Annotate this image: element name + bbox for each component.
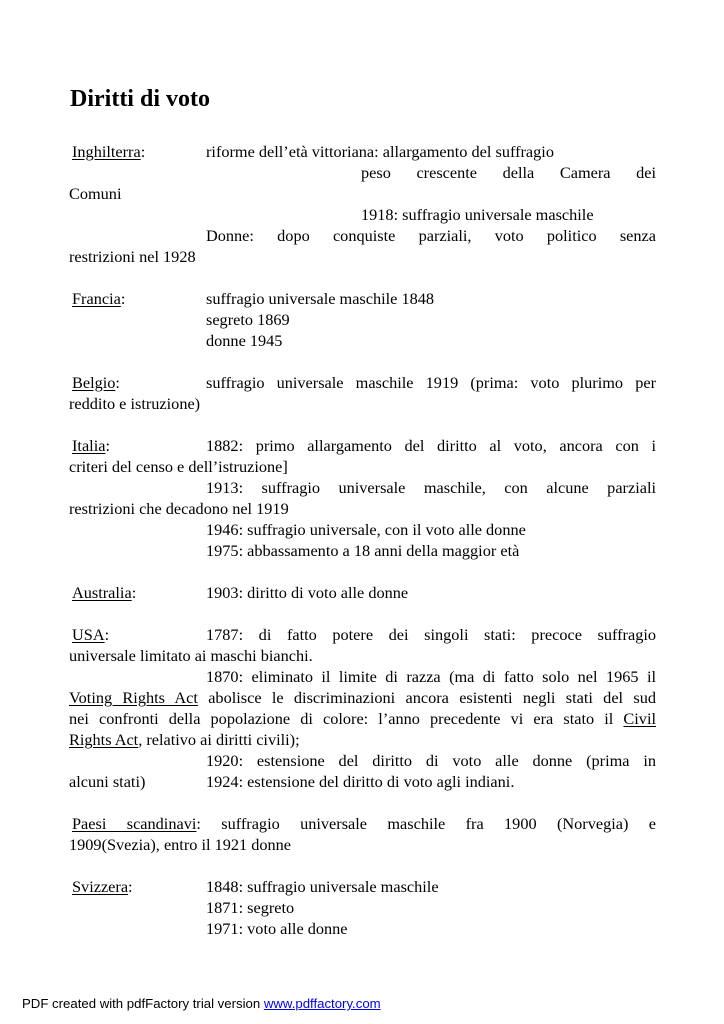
text-line: reddito e istruzione) bbox=[69, 394, 201, 413]
section-label-belgio: Belgio: bbox=[72, 373, 120, 392]
section-label-australia: Australia: bbox=[72, 583, 137, 602]
text-line: segreto 1869 bbox=[206, 310, 290, 329]
text-line: criteri del censo e dell’istruzione] bbox=[69, 457, 288, 476]
text-line: 1787: di fatto potere dei singoli stati: precoce suffragio bbox=[206, 625, 656, 644]
text-line: restrizioni che decadono nel 1919 bbox=[69, 499, 289, 518]
text-line: alcuni stati) bbox=[69, 772, 146, 791]
section-label-italia: Italia: bbox=[72, 436, 110, 455]
text-line: 1882: primo allargamento del diritto al voto, ancora con i bbox=[206, 436, 656, 455]
text-line: universale limitato ai maschi bianchi. bbox=[69, 646, 313, 665]
section-label-inghilterra: Inghilterra: bbox=[72, 142, 146, 161]
section-label-svizzera: Svizzera: bbox=[72, 877, 133, 896]
text-line: 1946: suffragio universale, con il voto alle donne bbox=[206, 520, 526, 539]
text-line: donne 1945 bbox=[206, 331, 283, 350]
text-line: 1920: estensione del diritto di voto alle donne (prima in bbox=[206, 751, 656, 770]
text-line: Comuni bbox=[69, 184, 122, 203]
page-title: Diritti di voto bbox=[70, 86, 210, 112]
text-line: peso crescente della Camera dei bbox=[361, 163, 656, 182]
footer-text: PDF created with pdfFactory trial version bbox=[22, 996, 264, 1011]
section-label-paesi-scandinavi: Paesi scandinavi: suffragio universale maschile fra 1900 (Norvegia) e bbox=[72, 814, 656, 833]
text-line: 1871: segreto bbox=[206, 898, 295, 917]
section-label-francia: Francia: bbox=[72, 289, 126, 308]
civil-rights-act-term-cont: Rights Act bbox=[69, 730, 139, 749]
text-line: 1975: abbassamento a 18 anni della maggior età bbox=[206, 541, 520, 560]
text-line: nei confronti della popolazione di colore: l’anno precedente vi era stato il Civil bbox=[69, 709, 656, 728]
text-line: riforme dell’età vittoriana: allargamento del suffragio bbox=[206, 142, 554, 161]
text-line: 1870: eliminato il limite di razza (ma di fatto solo nel 1965 il bbox=[206, 667, 656, 686]
pdffactory-link[interactable]: www.pdffactory.com bbox=[263, 996, 381, 1011]
text-line: 1903: diritto di voto alle donne bbox=[206, 583, 409, 602]
pdf-footer bbox=[22, 996, 381, 1011]
text-line: Rights Act, relativo ai diritti civili); bbox=[69, 730, 300, 749]
text-line: suffragio universale maschile 1848 bbox=[206, 289, 435, 308]
text-line: 1909(Svezia), entro il 1921 donne bbox=[69, 835, 292, 854]
text-line: 1918: suffragio universale maschile bbox=[361, 205, 594, 224]
text-line: Donne: dopo conquiste parziali, voto politico senza bbox=[206, 226, 656, 245]
text-line: 1924: estensione del diritto di voto agli indiani. bbox=[206, 772, 515, 791]
text-line: 1913: suffragio universale maschile, con alcune parziali bbox=[206, 478, 656, 497]
text-line: Voting Rights Act abolisce le discriminazioni ancora esistenti negli stati del sud bbox=[69, 688, 656, 707]
voting-rights-act-term: Voting Rights Act bbox=[69, 688, 198, 707]
text-line: suffragio universale maschile 1919 (prima: voto plurimo per bbox=[206, 373, 656, 392]
section-label-usa: USA: bbox=[72, 625, 110, 644]
text-line: 1971: voto alle donne bbox=[206, 919, 348, 938]
text-line: restrizioni nel 1928 bbox=[69, 247, 196, 266]
text-line: 1848: suffragio universale maschile bbox=[206, 877, 439, 896]
civil-rights-act-term: Civil bbox=[623, 709, 656, 728]
